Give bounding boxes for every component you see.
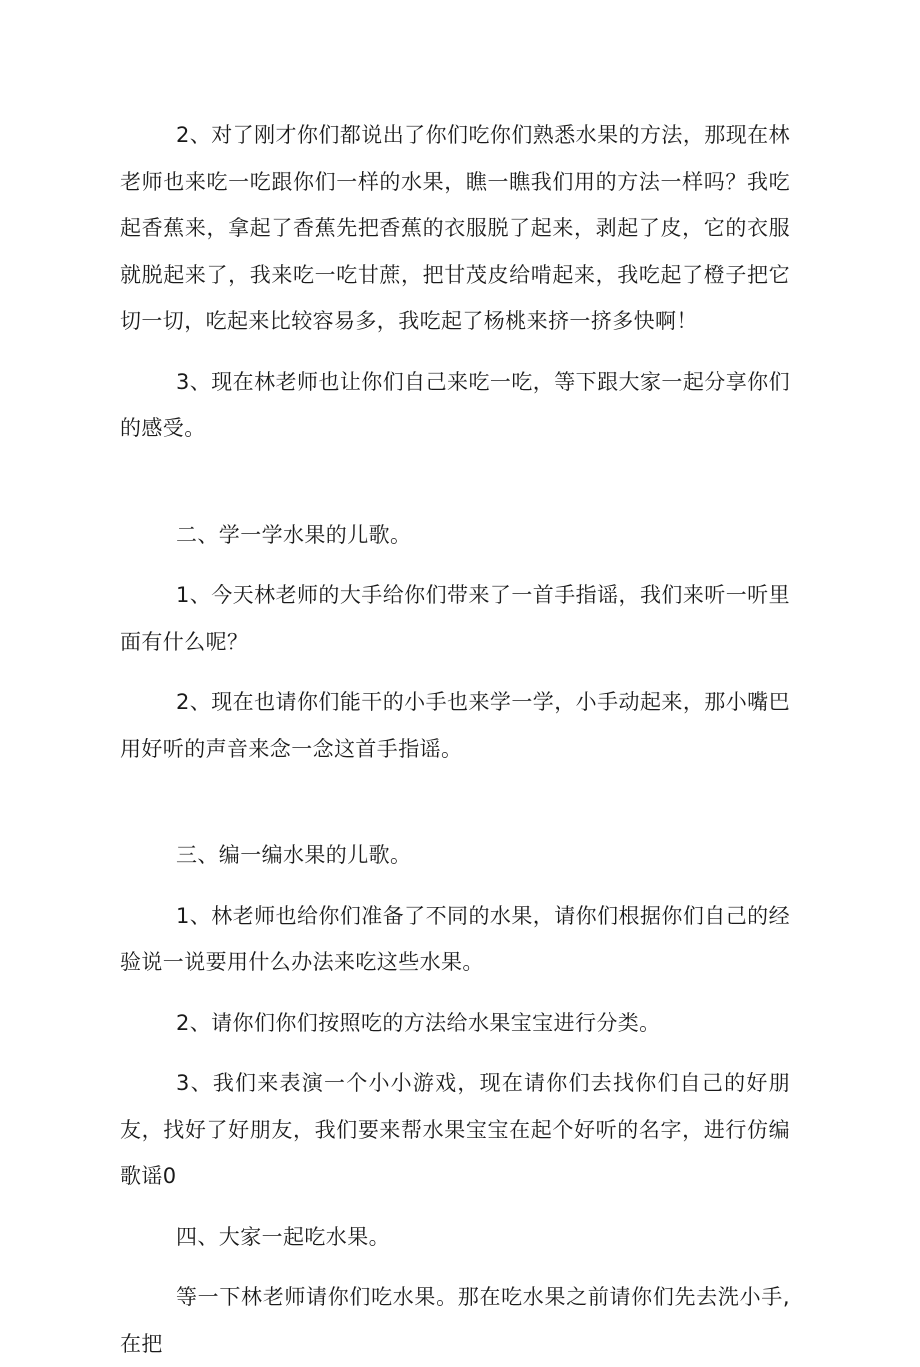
paragraph-step-2-fruit-eating-methods: 2、对了刚才你们都说出了你们吃你们熟悉水果的方法，那现在林老师也来吃一吃跟你们一样的水果，瞧一瞧我们用的方法一样吗？我吃起香蕉来，拿起了香蕉先把香蕉的衣服脱了起来，剥起了皮，它的衣服就脱起来了，我来吃一吃甘蔗，把甘茂皮给啃起来，我吃起了橙子把它切一切，吃起来比较容易多，我吃起了杨桃来挤一挤多快啊！	[120, 123, 790, 333]
paragraph-learn-finger-rhyme: 2、现在也请你们能干的小手也来学一学，小手动起来，那小嘴巴用好听的声音来念一念这首手指谣。	[120, 690, 790, 761]
paragraph-finger-rhyme-intro: 1、今天林老师的大手给你们带来了一首手指谣，我们来听一听里面有什么呢？	[120, 583, 790, 654]
section-heading-learn-fruit-song: 二、学一学水果的儿歌。	[176, 522, 412, 547]
paragraph-prepared-fruits: 1、林老师也给你们准备了不同的水果，请你们根据你们自己的经验说一说要用什么办法来吃这些水果。	[120, 903, 790, 974]
document-body	[120, 112, 790, 1367]
section-heading-compose-fruit-song: 三、编一编水果的儿歌。	[176, 843, 412, 867]
paragraph-game-naming: 3、我们来表演一个小小游戏，现在请你们去找你们自己的好朋友，找好了好朋友，我们要来帮水果宝宝在起个好听的名字，进行仿编歌谣0	[120, 1071, 790, 1188]
paragraph-step-3-share-feelings: 3、现在林老师也让你们自己来吃一吃，等下跟大家一起分享你们的感受。	[120, 369, 790, 440]
paragraph-wash-hands: 等一下林老师请你们吃水果。那在吃水果之前请你们先去洗小手,在把	[120, 1285, 790, 1356]
section-heading-eat-fruit-together: 四、大家一起吃水果。	[176, 1224, 390, 1249]
paragraph-classify-fruits: 2、请你们你们按照吃的方法给水果宝宝进行分类。	[176, 1010, 661, 1035]
